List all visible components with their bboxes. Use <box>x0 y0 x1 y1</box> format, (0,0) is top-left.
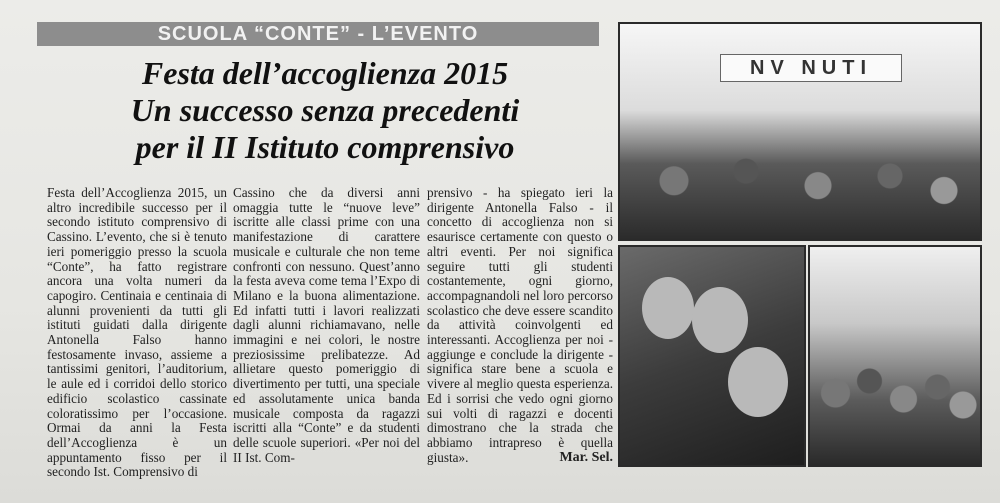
student-face <box>728 347 788 417</box>
band-figures <box>810 345 980 465</box>
headline-line-2: Un successo senza precedenti <box>130 92 520 128</box>
photo-event-crowd <box>618 22 982 241</box>
article-headline <box>40 55 610 166</box>
photo-students <box>618 245 806 467</box>
headline-line-3: per il II Istituto comprensivo <box>135 129 515 165</box>
author-signature: Mar. Sel. <box>559 449 613 465</box>
student-face <box>642 277 694 339</box>
crowd-figures <box>620 142 980 239</box>
headline-line-1: Festa dell’accoglienza 2015 <box>141 55 509 91</box>
photo-auditorium-band <box>808 245 982 467</box>
article-column-2: Cassino che da diversi anni omaggia tutte le “nuove leve” iscritte alle classi prime con una manifestazione di carattere musicale e culturale che non teme confronti con nessuno. Quest’anno la festa aveva come tema l’Expo di Milano e la buona alimentazione. Ed infatti tutti i lavori realizzati dagli alunni richiamavano, nelle immagini e nei colori, le nostre preziosissime prelibatezze. Ad allietare questo pomeriggio di divertimento per tutti, una speciale ed assolutamente unica banda musicale composta da ragazzi iscritti alla “Conte” e da studenti delle scuole superiori. «Per noi del II Ist. Com- <box>233 185 420 465</box>
article-column-1: Festa dell’Accoglienza 2015, un altro incredibile successo per il secondo istituto comprensivo di Cassino. L’evento, che si è tenuto ieri pomeriggio presso la scuola “Conte”, ha fatto registrare ancora una volta numeri da capogiro. Centinaia e centinaia di alunni provenienti da tutti gli istituti guidati dalla dirigente Antonella Falso hanno festosamente invaso, assieme a tantissimi genitori, l’auditorium, le aule ed i corridoi dello storico edificio scolastico cassinate coloratissimo per l’occasione. Ormai da anni la Festa dell’Accoglienza è un appuntamento fisso per il secondo Ist. Comprensivo di <box>47 185 227 480</box>
article-column-3 <box>427 186 613 465</box>
student-face <box>692 287 748 353</box>
photo-banner-sign: NV NUTI <box>720 54 902 82</box>
article-column-3-text: prensivo - ha spiegato ieri la dirigente Antonella Falso - il concetto di accoglienza non si esaurisce certamente con questo o altri eventi. Per noi significa seguire tutti gli studenti costantemente, ogni giorno, accompagnandoli nel loro percorso scolastico che deve essere scandito da attività coinvolgenti ed interessanti. Accoglienza per noi - aggiunge e conclude la dirigente - significa stare bene a scuola e vivere al meglio questa esperienza. Ed i sorrisi che vedo ogni giorno sui volti di ragazzi e docenti dimostrano che la strada che abbiamo intrapreso è quella giusta». <box>427 185 613 465</box>
section-banner: SCUOLA “CONTE” - L’EVENTO <box>37 22 599 46</box>
